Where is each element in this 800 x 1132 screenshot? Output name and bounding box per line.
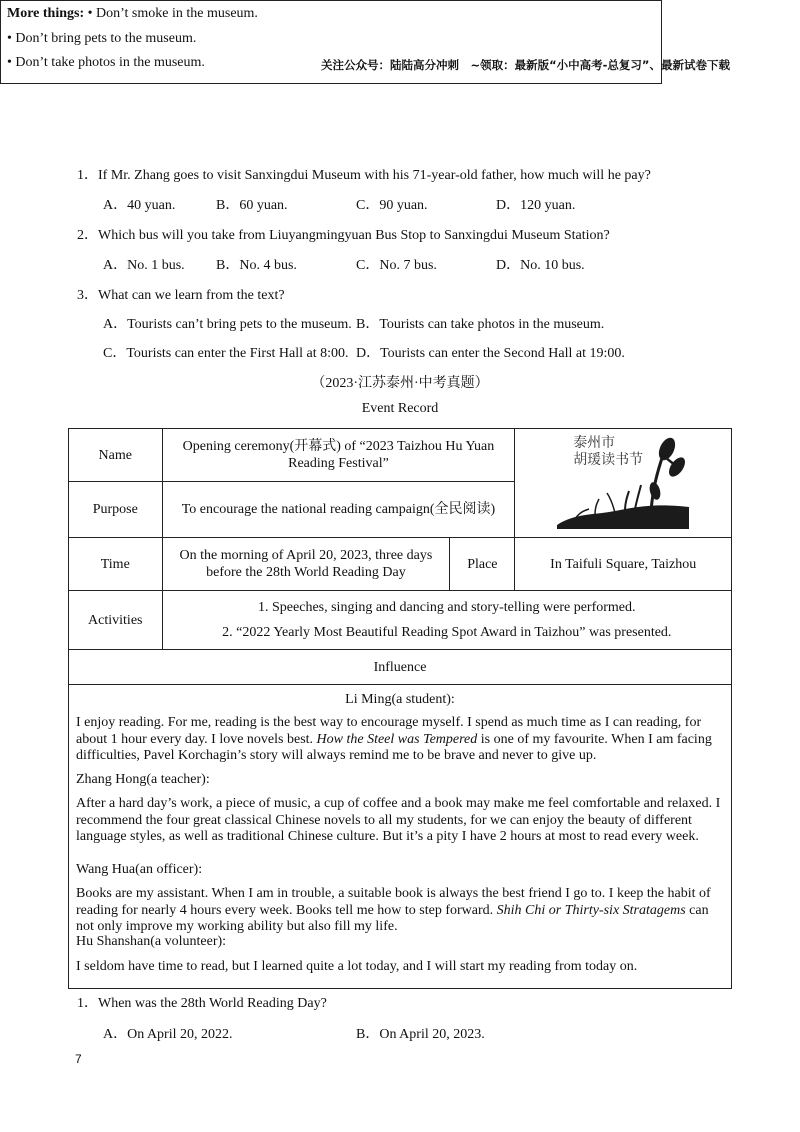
zhang-hong-text: After a hard day’s work, a piece of music, a cup of coffee and a book may make me feel comfortable and relaxed. I recommend the four great classical Chinese novels to all my students, for we can enjoy the beauty of different language styles, as well as traditional Chinese culture. But it’s a pity I have 2 hours at most to read every week. bbox=[76, 796, 721, 844]
text-span: is one of my favourite. When I am facing difficulties, Pavel Korchagin’s story will always remind me to be brave and never to give up. bbox=[76, 731, 712, 763]
event-record-table bbox=[68, 428, 732, 685]
logo-text-2: 胡瑗读书节 bbox=[573, 452, 644, 468]
zhang-hong-heading: Zhang Hong(a teacher): bbox=[76, 772, 210, 787]
li-ming-heading: Li Ming(a student): bbox=[345, 692, 455, 707]
reed-silhouette-icon bbox=[555, 433, 691, 533]
text-span: can not only improve my working ability but also fill my life. bbox=[76, 902, 709, 934]
place-value: In Taifuli Square, Taizhou bbox=[515, 538, 732, 591]
activity-item: 2. “2022 Yearly Most Beautiful Reading Spot Award in Taizhou” was presented. bbox=[222, 625, 672, 640]
li-ming-text bbox=[76, 715, 724, 765]
question-stem: 1．If Mr. Zhang goes to visit Sanxingdui Museum with his 71-year-old father, how much will he pay? bbox=[77, 168, 651, 183]
option[interactable]: B．On April 20, 2023. bbox=[356, 1027, 485, 1042]
option[interactable]: C．Tourists can enter the First Hall at 8:00. bbox=[103, 346, 349, 361]
option[interactable]: D．No. 10 bus. bbox=[496, 258, 585, 273]
activities-value bbox=[162, 591, 731, 650]
hu-shanshan-heading: Hu Shanshan(a volunteer): bbox=[76, 934, 227, 949]
book-title: Shih Chi or Thirty-six Stratagems bbox=[496, 902, 686, 918]
option[interactable]: A．On April 20, 2022. bbox=[103, 1027, 233, 1042]
text-span: I enjoy reading. For me, reading is the best way to encourage myself. I spend as much time as I can reading, for about 1 hour every day. I love novels best. bbox=[76, 715, 702, 747]
activity-item: 1. Speeches, singing and dancing and story-telling were performed. bbox=[258, 600, 636, 615]
option[interactable]: A．40 yuan. bbox=[103, 198, 176, 213]
question-stem: 1．When was the 28th World Reading Day? bbox=[77, 996, 327, 1011]
activities-label: Activities bbox=[69, 591, 163, 650]
rule-no-photos: • Don’t take photos in the museum. bbox=[7, 55, 205, 70]
record-title: Event Record bbox=[361, 401, 439, 416]
purpose-value: To encourage the national reading campaign(全民阅读) bbox=[162, 482, 515, 538]
book-title: How the Steel was Tempered bbox=[316, 731, 478, 747]
influence-box bbox=[68, 684, 732, 989]
rules-title: More things: bbox=[7, 6, 85, 21]
option[interactable]: B．60 yuan. bbox=[216, 198, 288, 213]
page-number: 7 bbox=[75, 1052, 82, 1066]
rule-no-pets: • Don’t bring pets to the museum. bbox=[7, 31, 197, 46]
logo-text-1: 泰州市 bbox=[573, 435, 616, 451]
page-header: 关注公众号：陆陆高分冲刺 ~领取：最新版“小中高考-总复习”、最新试卷下载 bbox=[320, 58, 730, 72]
hu-shanshan-text: I seldom have time to read, but I learned quite a lot today, and I will start my reading from today on. bbox=[76, 959, 638, 974]
option[interactable]: B．No. 4 bus. bbox=[216, 258, 297, 273]
place-label: Place bbox=[450, 538, 515, 591]
festival-logo bbox=[555, 433, 691, 533]
question-stem: 3．What can we learn from the text? bbox=[77, 288, 285, 303]
option[interactable]: B．Tourists can take photos in the museum. bbox=[356, 317, 605, 332]
name-value: Opening ceremony(开幕式) of “2023 Taizhou Hu Yuan Reading Festival” bbox=[162, 429, 515, 482]
rules-line-1 bbox=[7, 6, 258, 22]
question-stem: 2．Which bus will you take from Liuyangmingyuan Bus Stop to Sanxingdui Museum Station? bbox=[77, 228, 610, 243]
influence-label: Influence bbox=[69, 650, 732, 685]
option[interactable]: D．120 yuan. bbox=[496, 198, 576, 213]
time-value: On the morning of April 20, 2023, three days before the 28th World Reading Day bbox=[162, 538, 450, 591]
time-label: Time bbox=[69, 538, 163, 591]
option[interactable]: A．Tourists can’t bring pets to the museum. bbox=[103, 317, 352, 332]
purpose-label: Purpose bbox=[69, 482, 163, 538]
logo-cell bbox=[515, 429, 732, 538]
rule-no-smoking: • Don’t smoke in the museum. bbox=[84, 6, 258, 21]
wang-hua-text bbox=[76, 886, 724, 936]
name-label: Name bbox=[69, 429, 163, 482]
option[interactable]: C．No. 7 bus. bbox=[356, 258, 437, 273]
wang-hua-heading: Wang Hua(an officer): bbox=[76, 862, 203, 877]
option[interactable]: C．90 yuan. bbox=[356, 198, 428, 213]
option[interactable]: A．No. 1 bus. bbox=[103, 258, 185, 273]
text-span: Books are my assistant. When I am in trouble, a suitable book is always the best friend I go to. I keep the habit of reading for nearly 4 hours every week. Books tell me how to step forward. bbox=[76, 886, 711, 918]
source-note: （2023·江苏泰州·中考真题） bbox=[311, 376, 489, 391]
option[interactable]: D．Tourists can enter the Second Hall at 19:00. bbox=[356, 346, 625, 361]
